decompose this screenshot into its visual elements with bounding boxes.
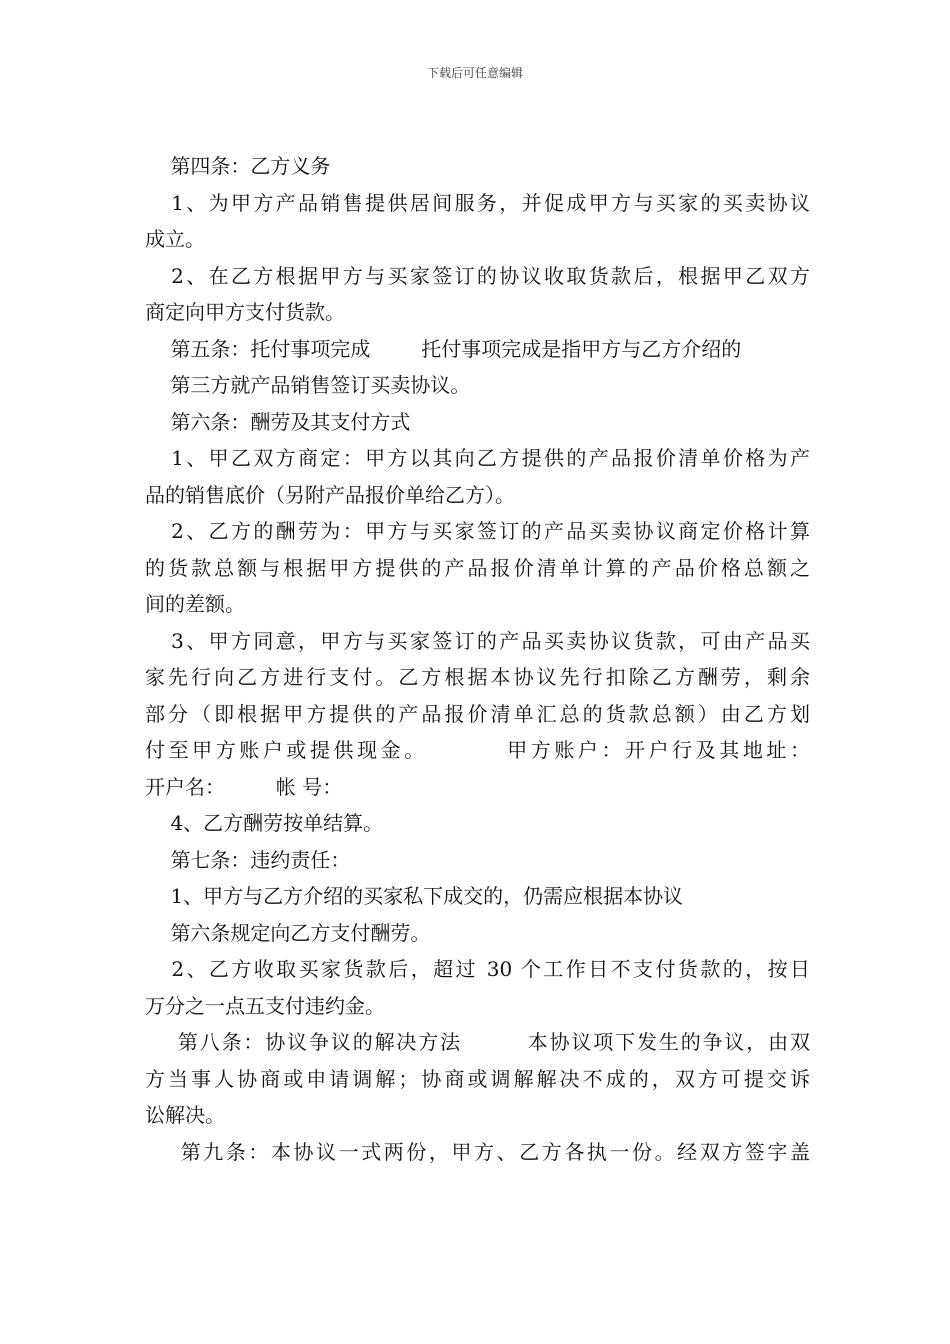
- text-line: 部分（即根据甲方提供的产品报价清单汇总的货款总额）由乙方划: [145, 701, 810, 726]
- text-line: 4、乙方酬劳按单结算。: [145, 811, 384, 835]
- page-header: 下载后可任意编辑: [426, 66, 523, 80]
- text-line: 1、为甲方产品销售提供居间服务，并促成甲方与买家的买卖协议: [145, 190, 810, 215]
- document-body: [145, 148, 810, 1170]
- text-line: 3、甲方同意，甲方与买家签订的产品买卖协议货款，可由产品买: [145, 628, 810, 653]
- text-line: 付至甲方账户或提供现金。 甲方账户：开户行及其地址：: [145, 738, 810, 762]
- text-line: 的货款总额与根据甲方提供的产品报价清单计算的产品价格总额之: [145, 555, 810, 580]
- text-line: 品的销售底价（另附产品报价单给乙方）。: [145, 482, 515, 507]
- text-line: 成立。: [145, 227, 205, 251]
- clause-4-title: 第四条：乙方义务: [145, 154, 331, 178]
- text-line: 1、甲方与乙方介绍的买家私下成交的，仍需应根据本协议: [145, 884, 684, 908]
- clause-6-title: 第六条：酬劳及其支付方式: [145, 409, 411, 434]
- clause-9-title: 第九条：本协议一式两份，甲方、乙方各执一份。经双方签字盖: [145, 1139, 810, 1164]
- text-line: 1、甲乙双方商定：甲方以其向乙方提供的产品报价清单价格为产: [145, 446, 810, 470]
- text-line: 万分之一点五支付违约金。: [145, 993, 385, 1018]
- text-line: 方当事人协商或申请调解；协商或调解解决不成的，双方可提交诉: [145, 1066, 810, 1091]
- clause-5-title: 第五条：托付事项完成 托付事项完成是指甲方与乙方介绍的: [145, 336, 742, 361]
- text-line: 商定向甲方支付货款。: [145, 300, 345, 324]
- text-line: 间的差额。: [145, 592, 245, 616]
- text-line: 2、乙方收取买家货款后，超过 30 个工作日不支付货款的，按日: [145, 957, 811, 981]
- text-line: 开户名： 帐 号：: [145, 774, 343, 799]
- text-line: 讼解决。: [145, 1103, 225, 1127]
- text-line: 2、乙方的酬劳为：甲方与买家签订的产品买卖协议商定价格计算: [145, 519, 810, 543]
- text-line: 家先行向乙方进行支付。乙方根据本协议先行扣除乙方酬劳，剩余: [145, 665, 810, 689]
- text-line: 第三方就产品销售签订买卖协议。: [145, 373, 471, 397]
- text-line: 第六条规定向乙方支付酬劳。: [145, 920, 431, 945]
- clause-7-title: 第七条：违约责任：: [145, 847, 351, 872]
- clause-8-title: 第八条：协议争议的解决方法 本协议项下发生的争议，由双: [145, 1030, 810, 1054]
- text-line: 2、在乙方根据甲方与买家签订的协议收取货款后，根据甲乙双方: [145, 263, 810, 288]
